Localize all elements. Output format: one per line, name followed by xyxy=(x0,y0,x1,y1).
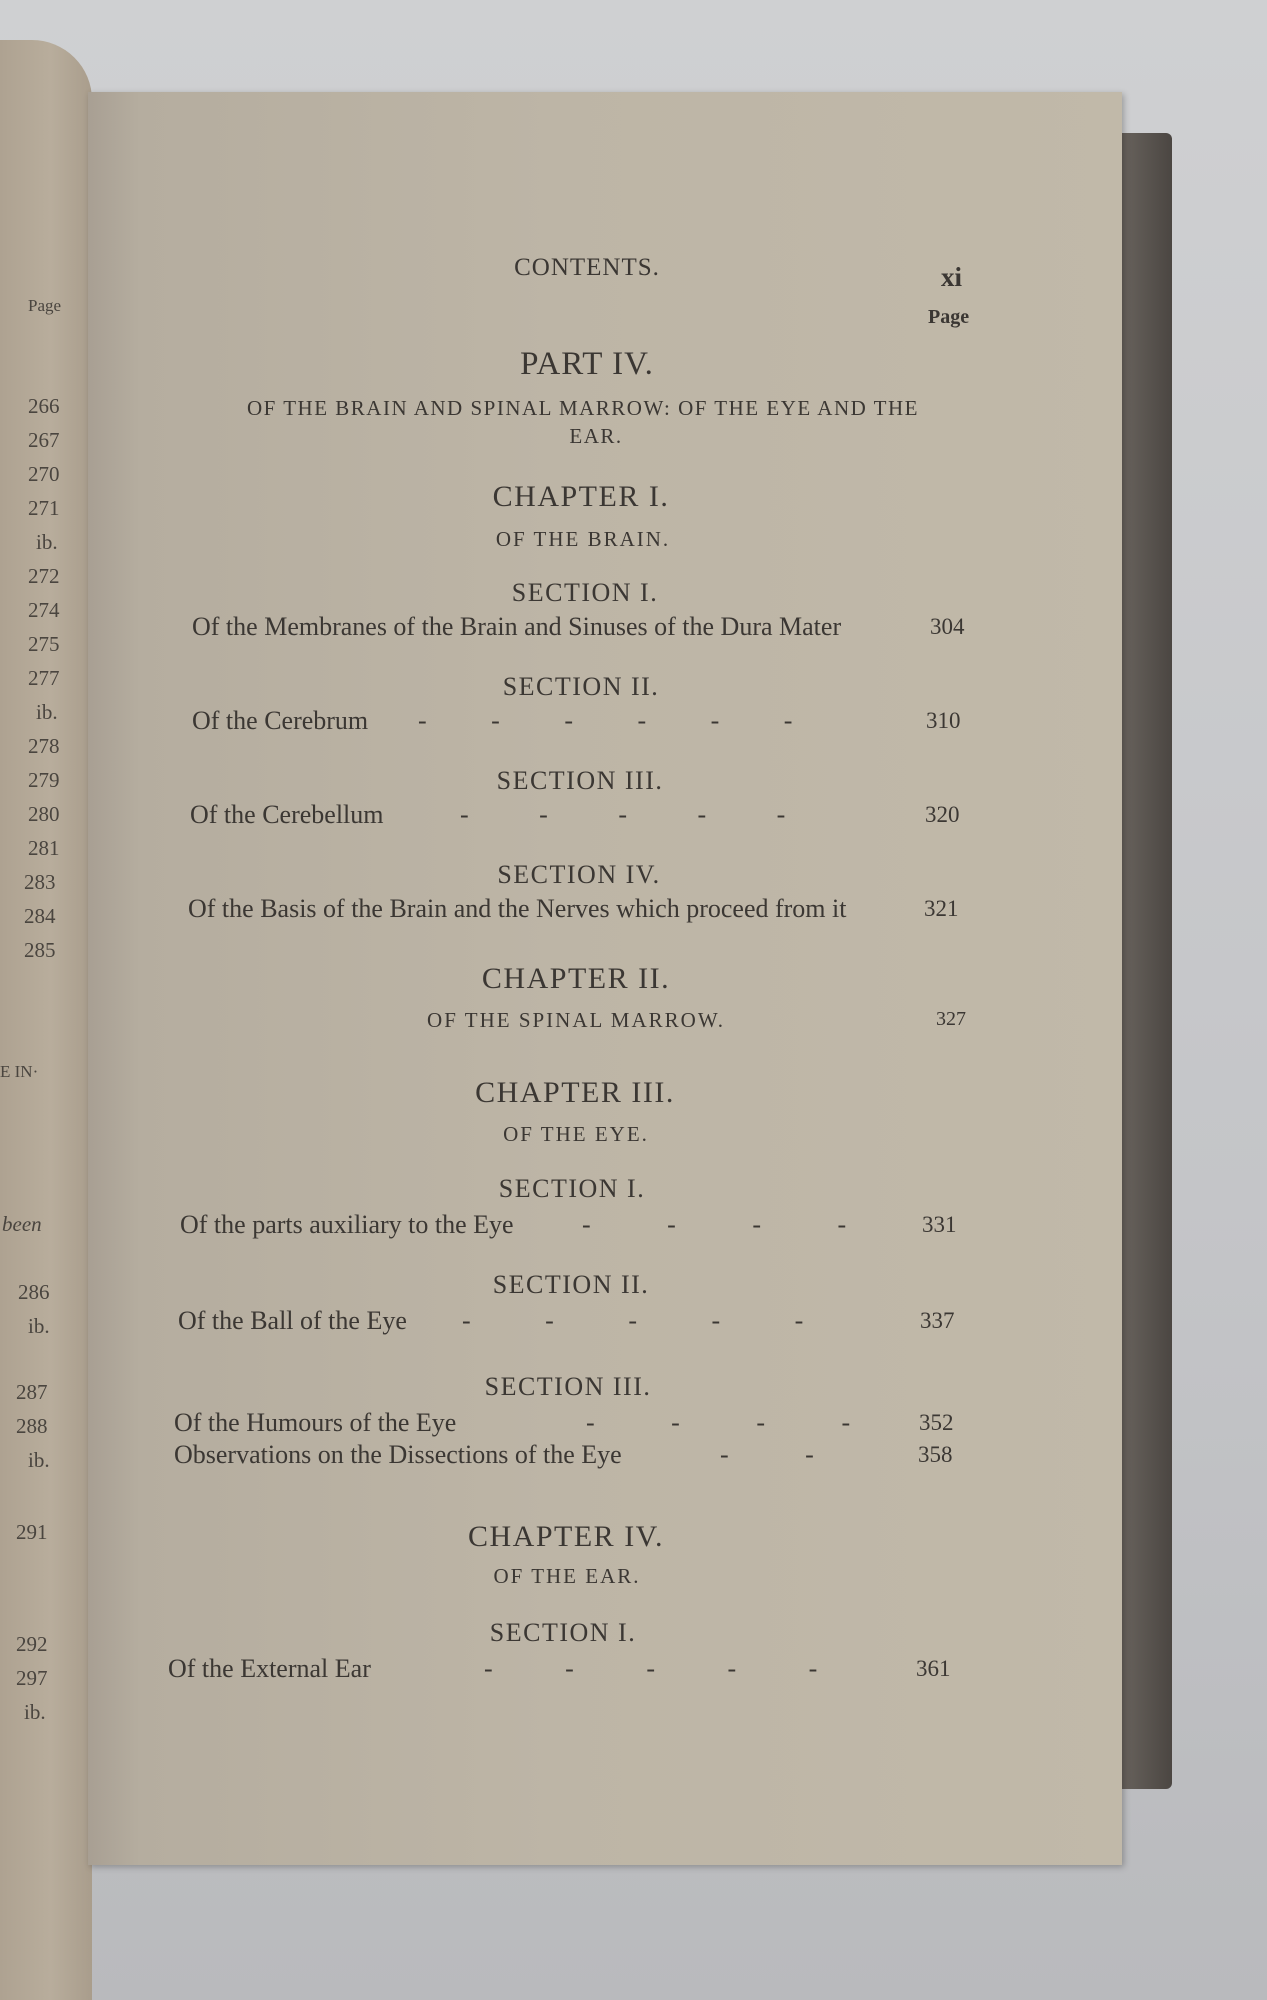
section-heading: SECTION I. xyxy=(511,578,659,607)
left-page-number: 291 xyxy=(16,1520,48,1544)
left-page-number: 292 xyxy=(16,1632,48,1656)
section-heading: SECTION II. xyxy=(502,672,660,701)
section-heading: SECTION I. xyxy=(489,1618,637,1647)
left-page-number: 270 xyxy=(28,462,60,486)
section-heading: SECTION I. xyxy=(498,1174,646,1203)
left-page-number: 279 xyxy=(28,768,60,792)
dot-leader: - - - - - xyxy=(460,800,786,829)
left-page-fragment: been xyxy=(2,1212,42,1236)
part-subtitle: OF THE BRAIN AND SPINAL MARROW: OF THE EYE AND THE xyxy=(247,396,919,420)
chapter-title: CHAPTER I. xyxy=(492,480,670,513)
chapter-title: CHAPTER III. xyxy=(475,1076,675,1109)
toc-entry-text: Of the Membranes of the Brain and Sinuses of the Dura Mater xyxy=(192,612,842,641)
left-page-number: 272 xyxy=(28,564,60,588)
chapter-title: CHAPTER II. xyxy=(481,962,671,995)
left-page-number: ib. xyxy=(28,1448,50,1472)
section-heading: SECTION IV. xyxy=(497,860,661,889)
toc-entry-page: 337 xyxy=(920,1308,955,1333)
toc-entry-page: 361 xyxy=(916,1656,951,1681)
section-heading: SECTION III. xyxy=(484,1372,652,1401)
left-page-number: 281 xyxy=(28,836,60,860)
left-page-number: 274 xyxy=(28,598,60,622)
running-head: CONTENTS. xyxy=(514,254,660,281)
chapter-subtitle: OF THE EAR. xyxy=(493,1564,641,1588)
toc-entry-text: Of the Cerebrum xyxy=(192,706,369,735)
toc-entry-text: Of the Basis of the Brain and the Nerves which proceed from it xyxy=(188,894,847,923)
toc-entry-page: 327 xyxy=(936,1008,966,1030)
part-subtitle: EAR. xyxy=(569,424,623,448)
toc-entry-text: Of the Ball of the Eye xyxy=(178,1306,407,1335)
chapter-title: CHAPTER IV. xyxy=(468,1520,664,1553)
toc-entry-text: Of the External Ear xyxy=(168,1654,371,1683)
dot-leader: - - - - xyxy=(586,1408,851,1437)
left-page-number: 278 xyxy=(28,734,60,758)
left-page-fragment: E IN· xyxy=(0,1062,39,1081)
toc-entry-page: 331 xyxy=(922,1212,957,1237)
left-page-number: 297 xyxy=(16,1666,48,1690)
chapter-subtitle: OF THE BRAIN. xyxy=(495,527,671,551)
left-page-number: 277 xyxy=(28,666,60,690)
dot-leader: - - - - xyxy=(582,1210,847,1239)
section-heading: SECTION III. xyxy=(496,766,664,795)
folio: xi xyxy=(941,262,963,292)
dot-leader: - - - - - - xyxy=(418,706,793,735)
dot-leader: - - - - - xyxy=(484,1654,818,1683)
left-page-number: ib. xyxy=(36,530,58,554)
dot-leader: - - xyxy=(720,1440,814,1469)
left-page-number: ib. xyxy=(28,1314,50,1338)
previous-page-strip xyxy=(0,40,92,2000)
toc-entry-text: Of the Humours of the Eye xyxy=(174,1408,457,1437)
left-page-number: 267 xyxy=(28,428,60,452)
toc-entry-page: 304 xyxy=(930,614,965,639)
chapter-subtitle: OF THE EYE. xyxy=(503,1122,649,1146)
part-title: PART IV. xyxy=(520,346,654,382)
left-page-number: 266 xyxy=(28,394,60,418)
left-page-number: 285 xyxy=(24,938,56,962)
left-page-number: 280 xyxy=(28,802,60,826)
left-page-number: ib. xyxy=(36,700,58,724)
toc-entry-text: Of the Cerebellum xyxy=(190,800,384,829)
book-cover-edge xyxy=(1114,133,1172,1789)
left-page-label: Page xyxy=(28,296,62,315)
section-heading: SECTION II. xyxy=(492,1270,650,1299)
left-page-number: 271 xyxy=(28,496,60,520)
toc-entry-page: 310 xyxy=(926,708,961,733)
toc-entry-page: 321 xyxy=(924,896,959,921)
toc-entry-text: Of the parts auxiliary to the Eye xyxy=(180,1210,514,1239)
toc-entry-page: 320 xyxy=(925,802,960,827)
toc-entry-text: Observations on the Dissections of the Eye xyxy=(174,1440,622,1469)
left-page-number: 284 xyxy=(24,904,56,928)
chapter-subtitle: OF THE SPINAL MARROW. xyxy=(427,1008,725,1032)
toc-entry-page: 358 xyxy=(918,1442,953,1467)
left-page-number: 283 xyxy=(24,870,56,894)
left-page-number: ib. xyxy=(24,1700,46,1724)
toc-entry-page: 352 xyxy=(919,1410,954,1435)
left-page-number: 287 xyxy=(16,1380,48,1404)
left-page-number: 286 xyxy=(18,1280,50,1304)
left-page-number: 288 xyxy=(16,1414,48,1438)
page-column-label: Page xyxy=(928,306,970,328)
left-page-number: 275 xyxy=(28,632,60,656)
contents-page xyxy=(88,92,1122,1865)
dot-leader: - - - - - xyxy=(462,1306,804,1335)
